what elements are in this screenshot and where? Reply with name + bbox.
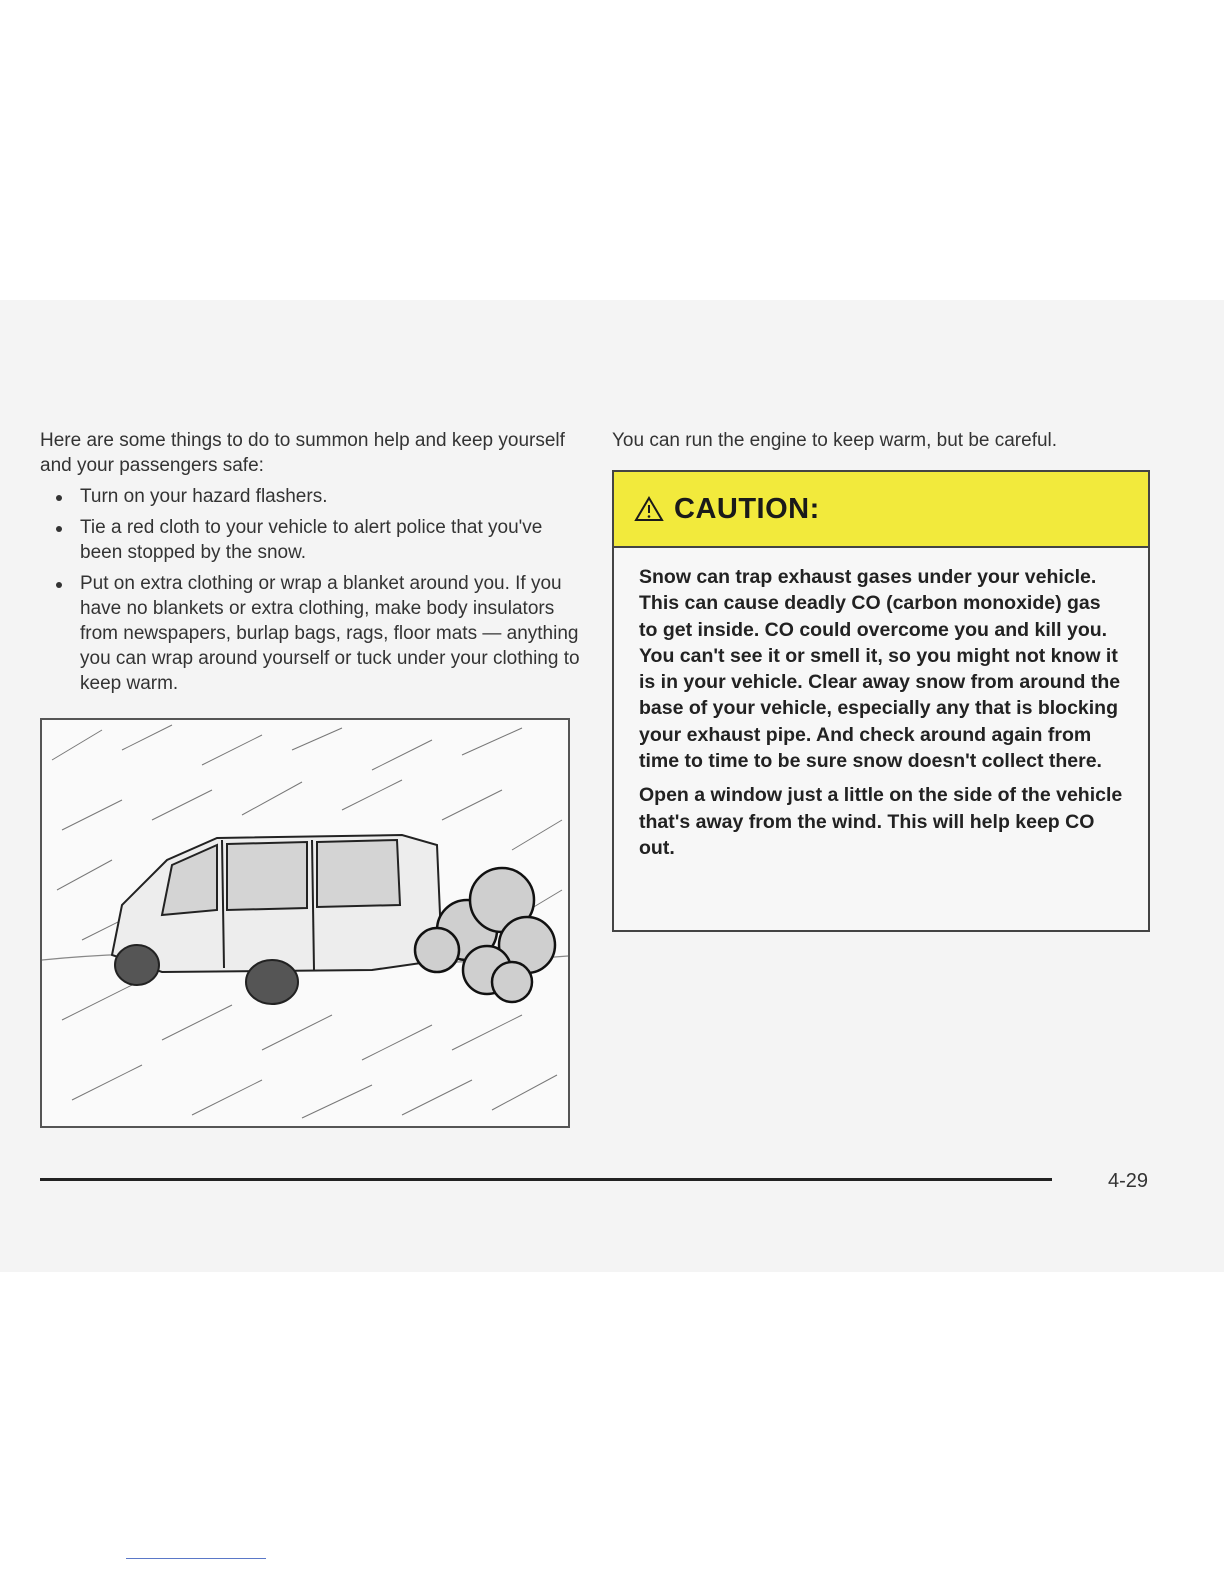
stuck-vehicle-illustration (40, 718, 570, 1128)
caution-body (614, 548, 1148, 861)
left-column (40, 428, 580, 702)
page-number: 4-29 (1108, 1170, 1149, 1192)
bullet-icon (56, 526, 62, 532)
van-body (112, 835, 442, 972)
list-item-text: Put on extra clothing or wrap a blanket around you. If you have no blankets or extra clothing, make body insulators from newspapers, burlap bags, rags, floor mats — anything you can wrap around yourself or tuck under your clothing to keep warm. (80, 573, 580, 694)
vehicle-in-snow-drawing (42, 720, 568, 1126)
caution-header (614, 472, 1148, 548)
caution-box (612, 470, 1150, 932)
warning-triangle-icon (634, 496, 664, 522)
bottom-link-underline (126, 1558, 266, 1559)
list-item (40, 515, 580, 565)
engine-intro-text: You can run the engine to keep warm, but be careful. (612, 430, 1058, 451)
right-column (612, 428, 1152, 453)
intro-paragraph: Here are some things to do to summon help and keep yourself and your passengers safe: (40, 430, 565, 476)
list-item (40, 571, 580, 696)
safety-tips-list (40, 484, 580, 696)
bullet-icon (56, 582, 62, 588)
bullet-icon (56, 495, 62, 501)
footer-divider (40, 1178, 1052, 1181)
list-item-text: Turn on your hazard flashers. (80, 486, 328, 507)
list-item-text: Tie a red cloth to your vehicle to alert police that you've been stopped by the snow. (80, 517, 543, 563)
caution-title: CAUTION: (674, 492, 820, 525)
caution-paragraph: Snow can trap exhaust gases under your vehicle. This can cause deadly CO (carbon monoxide) gas to get inside. CO could overcome you and kill you. You can't see it or smell it, so you might not know it is in your vehicle. Clear away snow from around the base of your vehicle, especially any that is blocking your exhaust pipe. And check around again from time to time to be sure snow doesn't collect there. (639, 566, 1121, 773)
list-item (40, 484, 580, 509)
caution-paragraph: Open a window just a little on the side of the vehicle that's away from the wind. This will help keep CO out. (639, 784, 1123, 859)
